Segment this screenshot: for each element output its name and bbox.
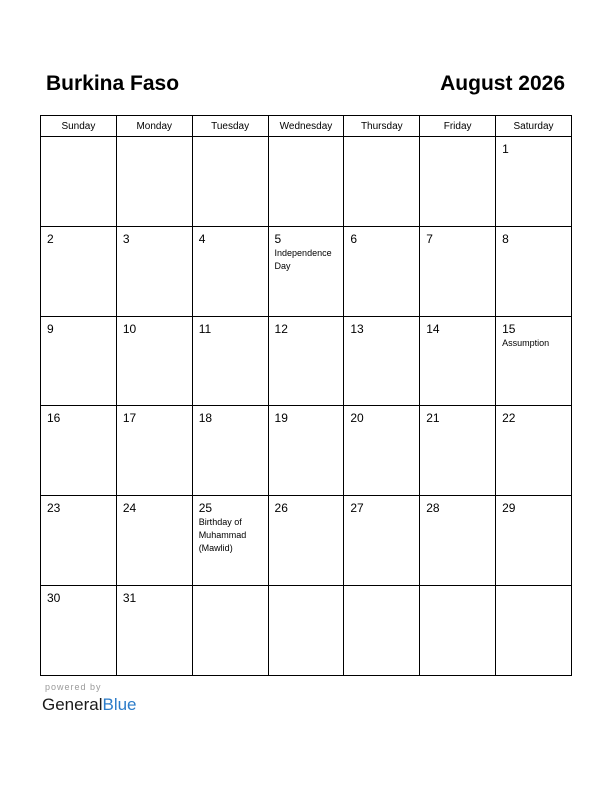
week-row: [41, 585, 572, 675]
day-cell: [192, 585, 268, 675]
day-cell: [420, 226, 496, 316]
day-number: 27: [350, 501, 364, 516]
day-number: 21: [426, 411, 440, 426]
day-number: 31: [122, 590, 137, 605]
day-cell: [344, 226, 420, 316]
day-number: 29: [502, 501, 516, 516]
day-cell: [192, 406, 268, 496]
day-cell: [116, 496, 192, 586]
day-cell: [344, 137, 420, 227]
day-number: 26: [274, 501, 288, 516]
day-cell: [420, 585, 496, 675]
week-row: [41, 316, 572, 406]
calendar-body: [41, 137, 572, 676]
day-number: 2: [47, 231, 54, 246]
day-number: 17: [122, 411, 137, 426]
day-number: 15: [502, 321, 516, 336]
weekday-header-row: [41, 116, 572, 137]
week-row: [41, 137, 572, 227]
day-cell: [41, 137, 117, 227]
holiday-label: Assumption: [502, 337, 550, 348]
calendar-country-title: Burkina Faso: [46, 72, 180, 95]
day-cell: [420, 316, 496, 406]
day-number: 4: [198, 231, 206, 246]
day-cell: [496, 406, 572, 496]
day-cell: [344, 406, 420, 496]
day-number: 1: [502, 142, 509, 156]
day-cell: [420, 406, 496, 496]
calendar-month-title: August 2026: [440, 72, 565, 95]
day-cell: [116, 316, 192, 406]
day-cell: [41, 406, 117, 496]
day-number: 22: [502, 411, 516, 426]
day-cell: [268, 316, 344, 406]
day-cell: [41, 316, 117, 406]
day-number: 24: [122, 501, 137, 516]
day-cell: [496, 226, 572, 316]
day-cell: [344, 316, 420, 406]
generalblue-logo: [42, 694, 137, 716]
day-number: 11: [198, 321, 212, 336]
weekday-tuesday: Tuesday: [192, 116, 268, 137]
day-cell: [192, 496, 268, 586]
holiday-label: Independence Day: [274, 247, 332, 271]
day-cell: [41, 496, 117, 586]
day-cell: [344, 496, 420, 586]
day-number: 14: [426, 321, 440, 336]
day-number: 30: [47, 590, 61, 605]
day-number: 20: [350, 411, 364, 426]
day-cell: [192, 226, 268, 316]
day-cell: [192, 316, 268, 406]
day-number: 18: [198, 411, 213, 426]
day-number: 8: [502, 231, 509, 246]
day-cell: [192, 137, 268, 227]
day-number: 7: [426, 231, 433, 246]
calendar-grid: [40, 115, 572, 676]
day-cell: [268, 226, 344, 316]
day-cell: [268, 585, 344, 675]
day-number: 25: [198, 501, 213, 516]
day-cell: [496, 316, 572, 406]
weekday-wednesday: Wednesday: [268, 116, 344, 137]
day-cell: [420, 137, 496, 227]
weekday-monday: Monday: [116, 116, 192, 137]
week-row: [41, 496, 572, 586]
day-number: 10: [122, 321, 137, 336]
day-cell: [268, 406, 344, 496]
day-number: 16: [47, 411, 61, 426]
day-cell: [268, 496, 344, 586]
weekday-saturday: Saturday: [496, 116, 572, 137]
day-cell: [420, 496, 496, 586]
day-cell: [41, 585, 117, 675]
day-cell: [268, 137, 344, 227]
week-row: [41, 226, 572, 316]
day-cell: [344, 585, 420, 675]
week-row: [41, 406, 572, 496]
day-cell: [496, 496, 572, 586]
day-number: 19: [274, 411, 288, 426]
day-number: 23: [47, 501, 61, 516]
footer-branding: [42, 682, 137, 716]
logo-general-text: General: [42, 695, 103, 714]
day-cell: [116, 137, 192, 227]
day-cell: [116, 406, 192, 496]
day-cell: [116, 226, 192, 316]
day-number: 12: [274, 321, 288, 336]
day-cell: [496, 137, 572, 227]
holiday-label: Birthday of Muhammad (Mawlid): [198, 517, 247, 554]
day-cell: [41, 226, 117, 316]
day-number: 6: [350, 231, 358, 246]
powered-by-text: powered by: [45, 682, 102, 692]
day-number: 5: [274, 231, 282, 246]
day-number: 28: [426, 501, 440, 516]
day-number: 9: [47, 321, 54, 336]
day-cell: [496, 585, 572, 675]
day-number: 13: [350, 321, 364, 336]
weekday-friday: Friday: [420, 116, 496, 137]
logo-blue-text: Blue: [102, 695, 137, 714]
day-number: 3: [122, 231, 130, 246]
weekday-thursday: Thursday: [344, 116, 420, 137]
weekday-sunday: Sunday: [41, 116, 117, 137]
day-cell: [116, 585, 192, 675]
